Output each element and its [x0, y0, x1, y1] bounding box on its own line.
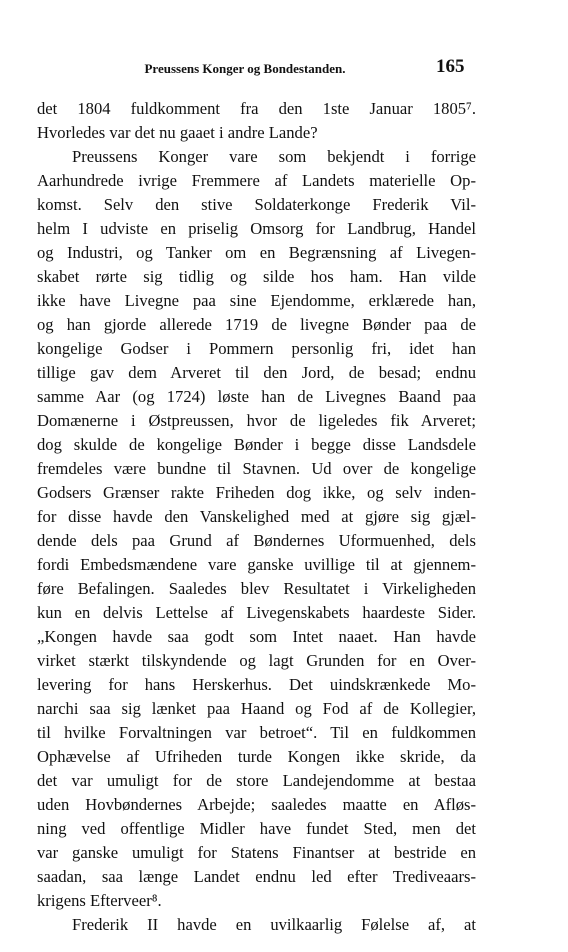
text-line: og han gjorde allerede 1719 de livegne Bønder paa de — [37, 315, 476, 334]
page-number: 165 — [436, 56, 465, 77]
running-title: Preussens Konger og Bondestanden. — [144, 61, 346, 76]
text-line: fordi Embedsmændene vare ganske uvillige til at gjennem- — [37, 555, 476, 574]
text-line: var ganske umuligt for Statens Finantser at bestride en — [37, 843, 476, 862]
text-line: komst. Selv den stive Soldaterkonge Frederik Vil- — [37, 195, 476, 214]
text-line: virket stærkt tilskyndende og lagt Grunden for en Over- — [37, 651, 476, 670]
text-line: Preussens Konger vare som bekjendt i forrige — [72, 147, 476, 166]
text-line: skabet rørte sig tidlig og silde hos ham. Han vilde — [37, 267, 476, 286]
text-line: til hvilke Forvaltningen var betroet“. Til en fuldkommen — [37, 723, 476, 742]
text-line: uden Hovbøndernes Arbejde; saaledes maatte en Afløs- — [37, 795, 476, 814]
text-line: Ophævelse af Ufriheden turde Kongen ikke skride, da — [37, 747, 476, 766]
text-line: dende dels paa Grund af Bøndernes Uformuenhed, dels — [37, 531, 476, 550]
text-line: Hvorledes var det nu gaaet i andre Lande? — [37, 123, 318, 142]
text-line: Domænerne i Østpreussen, hvor de ligeledes fik Arveret; — [37, 411, 476, 430]
text-line: kun en delvis Lettelse af Livegenskabets haardeste Sider. — [37, 603, 476, 622]
text-line: føre Befalingen. Saaledes blev Resultatet i Virkeligheden — [37, 579, 476, 598]
text-line: helm I udviste en priselig Omsorg for Landbrug, Handel — [37, 219, 476, 238]
text-line: for disse havde den Vanskelighed med at gjøre sig gjæl- — [37, 507, 476, 526]
text-line: dog skulde de kongelige Bønder i begge disse Landsdele — [37, 435, 476, 454]
text-line: Frederik II havde en uvilkaarlig Følelse af, at — [72, 915, 476, 934]
text-line: saadan, saa længe Landet endnu led efter Trediveaars- — [37, 867, 476, 886]
text-line: samme Aar (og 1724) løste han de Livegnes Baand paa — [37, 387, 476, 406]
body-text — [37, 97, 476, 937]
text-line: ning ved offentlige Midler have fundet Sted, men det — [37, 819, 476, 838]
text-line: tillige gav dem Arveret til den Jord, de besad; endnu — [37, 363, 476, 382]
text-line: ikke have Livegne paa sine Ejendomme, erklærede han, — [37, 291, 476, 310]
text-line: fremdeles være bundne til Stavnen. Ud over de kongelige — [37, 459, 476, 478]
text-line: og Industri, og Tanker om en Begrænsning af Livegen- — [37, 243, 476, 262]
text-line: „Kongen havde saa godt som Intet naaet. Han havde — [37, 627, 476, 646]
text-line: Aarhundrede ivrige Fremmere af Landets materielle Op- — [37, 171, 476, 190]
text-line: Godsers Grænser rakte Friheden dog ikke, og selv inden- — [37, 483, 476, 502]
text-line: kongelige Godser i Pommern personlig fri, idet han — [37, 339, 476, 358]
text-line: narchi saa sig lænket paa Haand og Fod af de Kollegier, — [37, 699, 476, 718]
text-line: krigens Efterveer⁸. — [37, 891, 162, 910]
text-line: det 1804 fuldkomment fra den 1ste Januar 1805⁷. — [37, 99, 476, 118]
text-line: levering for hans Herskerhus. Det uindskrænkede Mo- — [37, 675, 476, 694]
text-line: det var umuligt for de store Landejendomme at bestaa — [37, 771, 476, 790]
